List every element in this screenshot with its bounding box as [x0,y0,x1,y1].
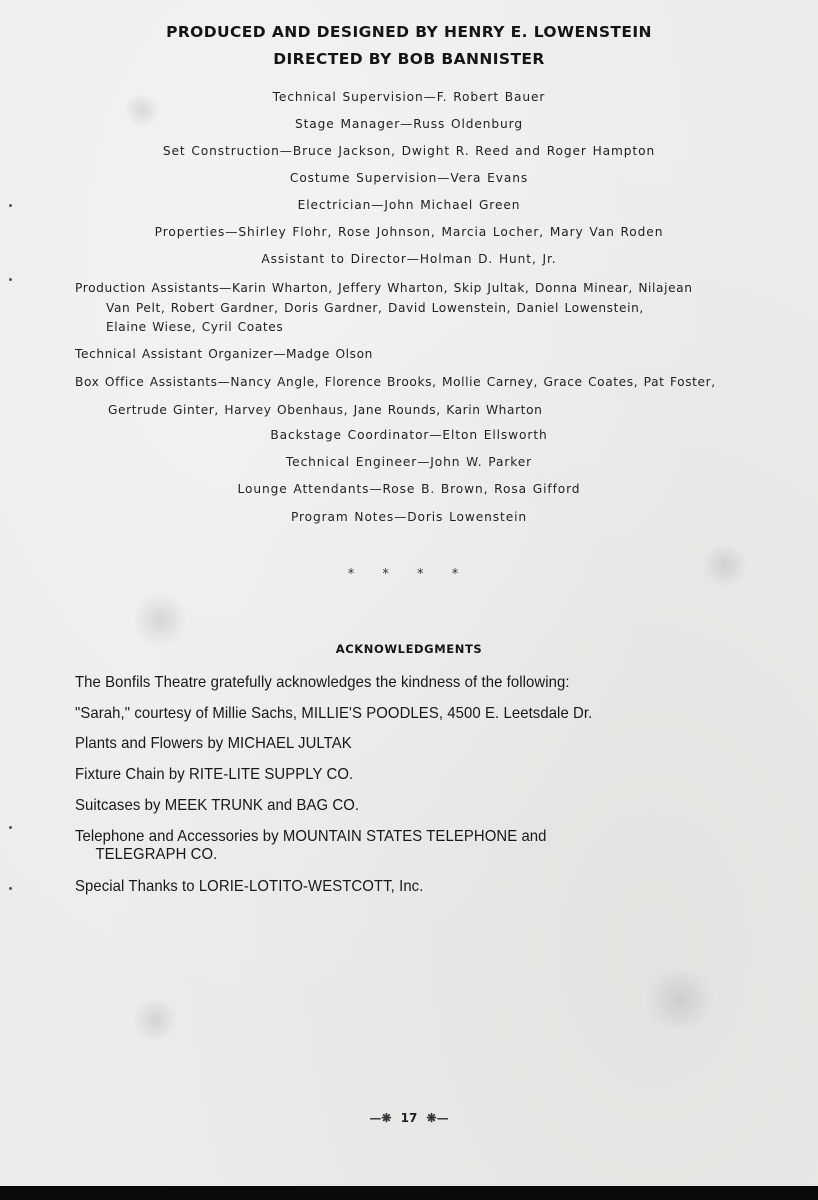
credit-stage-manager: Stage Manager—Russ Oldenburg [294,117,524,131]
scan-border [0,1186,818,1200]
producer-heading: PRODUCED AND DESIGNED BY HENRY E. LOWENSTEIN [166,23,652,41]
acknowledgment-item: Suitcases by MEEK TRUNK and BAG CO. [75,797,360,814]
scan-smudge [135,590,185,650]
credit-technical-engineer: Technical Engineer—John W. Parker [285,455,533,469]
acknowledgment-item: "Sarah," courtesy of Millie Sachs, MILLIE'S POODLES, 4500 E. Leetsdale Dr. [75,705,593,722]
scan-smudge [640,970,720,1030]
acknowledgment-special-thanks: Special Thanks to LORIE-LOTITO-WESTCOTT, Inc. [75,878,424,895]
acknowledgment-item: Fixture Chain by RITE-LITE SUPPLY CO. [75,766,354,783]
credit-set-construction: Set Construction—Bruce Jackson, Dwight R. Reed and Roger Hampton [162,144,656,158]
credit-backstage-coordinator: Backstage Coordinator—Elton Ellsworth [270,428,548,442]
asterisk-divider: * * * * [347,567,471,582]
production-assistants-line-2: Van Pelt, Robert Gardner, Doris Gardner, David Lowenstein, Daniel Lowenstein, [106,300,644,315]
acknowledgments-intro: The Bonfils Theatre gratefully acknowledges the kindness of the following: [75,674,570,691]
page-number: 17 [400,1111,418,1125]
telephone-line-2: TELEGRAPH CO. [95,846,218,863]
credit-assistant-to-director: Assistant to Director—Holman D. Hunt, Jr. [261,252,557,266]
page-number-footer [0,1111,818,1125]
credit-box-office-assistants [75,373,765,420]
ornament-left-icon: —❋ [369,1111,392,1125]
credit-costume-supervision: Costume Supervision—Vera Evans [289,171,529,185]
scan-smudge [130,1000,180,1040]
credit-technical-assistant-organizer: Technical Assistant Organizer—Madge Olson [75,347,373,361]
acknowledgments-heading: ACKNOWLEDGMENTS [335,642,483,656]
credit-properties: Properties—Shirley Flohr, Rose Johnson, Marcia Locher, Mary Van Roden [154,225,664,239]
acknowledgment-telephone [75,828,707,864]
telephone-line-1: Telephone and Accessories by MOUNTAIN STATES TELEPHONE and [75,828,547,845]
production-assistants-line-3: Elaine Wiese, Cyril Coates [106,320,284,334]
box-office-assistants-line-2: Gertrude Ginter, Harvey Obenhaus, Jane Rounds, Karin Wharton [108,402,543,417]
credit-production-assistants [75,279,765,338]
scan-speck [9,278,12,281]
acknowledgment-item: Plants and Flowers by MICHAEL JULTAK [75,735,352,752]
ornament-right-icon: ❋— [426,1111,449,1125]
scan-speck [9,826,12,829]
director-heading: DIRECTED BY BOB BANNISTER [273,50,545,68]
production-assistants-line-1: Production Assistants—Karin Wharton, Jeffery Wharton, Skip Jultak, Donna Minear, Nilajean [75,281,693,295]
credit-program-notes: Program Notes—Doris Lowenstein [290,510,528,524]
credit-technical-supervision: Technical Supervision—F. Robert Bauer [272,90,546,104]
credit-lounge-attendants: Lounge Attendants—Rose B. Brown, Rosa Gifford [237,482,581,496]
credit-electrician: Electrician—John Michael Green [297,198,521,212]
scan-speck [9,887,12,890]
box-office-assistants-line-1: Box Office Assistants—Nancy Angle, Florence Brooks, Mollie Carney, Grace Coates, Pat Foster, [75,375,716,389]
